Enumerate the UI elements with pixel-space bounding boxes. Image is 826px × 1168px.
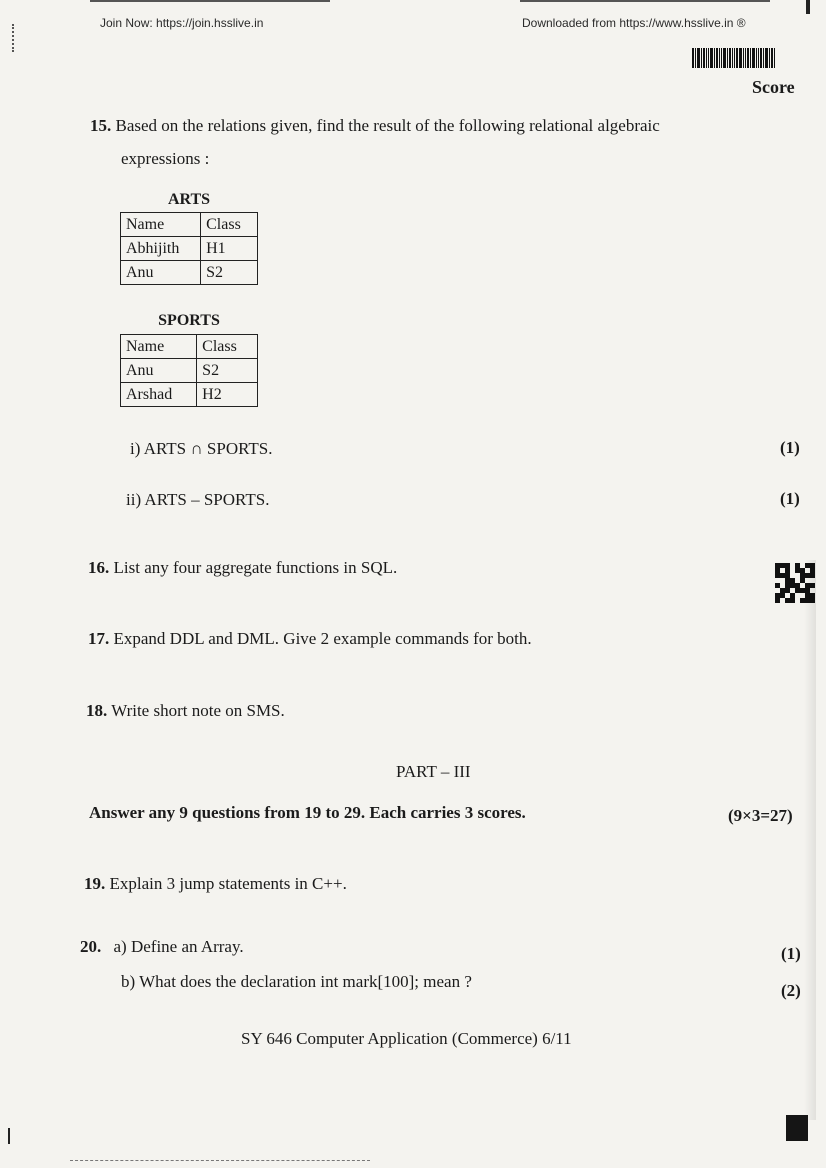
question-number: 15. bbox=[90, 116, 112, 135]
table-cell: S2 bbox=[197, 359, 258, 383]
question-number: 19. bbox=[84, 874, 106, 893]
sub-question-i-marks: (1) bbox=[780, 438, 800, 457]
table-header-row bbox=[121, 213, 258, 237]
barcode bbox=[692, 48, 776, 68]
scan-mark bbox=[8, 1128, 10, 1144]
arts-caption: ARTS bbox=[167, 191, 211, 208]
question-text: Expand DDL and DML. Give 2 example commands for both. bbox=[113, 629, 532, 648]
table-cell: Name bbox=[121, 335, 197, 359]
table-cell: S2 bbox=[201, 261, 258, 285]
question-part-b: b) What does the declaration int mark[100]; mean ? bbox=[121, 972, 472, 991]
question-number: 20. bbox=[80, 937, 102, 956]
table-cell: Arshad bbox=[121, 383, 197, 407]
table-cell: H2 bbox=[197, 383, 258, 407]
question-18 bbox=[86, 700, 285, 722]
table-row bbox=[121, 237, 258, 261]
table-cell: Anu bbox=[121, 261, 201, 285]
question-text: Explain 3 jump statements in C++. bbox=[109, 874, 347, 893]
table-cell: Anu bbox=[121, 359, 197, 383]
question-16 bbox=[88, 557, 397, 579]
top-edge-line bbox=[90, 0, 330, 2]
table-cell: Name bbox=[121, 213, 201, 237]
header-download-link[interactable]: Downloaded from https://www.hsslive.in ® bbox=[522, 16, 746, 30]
sub-question-i: i) ARTS ∩ SPORTS. bbox=[130, 439, 273, 458]
table-row bbox=[121, 359, 258, 383]
part-instruction: Answer any 9 questions from 19 to 29. Each carries 3 scores. bbox=[89, 803, 526, 822]
sports-table bbox=[120, 334, 258, 407]
question-text-line1: Based on the relations given, find the result of the following relational algebraic bbox=[115, 116, 660, 135]
score-label: Score bbox=[752, 77, 795, 97]
table-cell: Class bbox=[201, 213, 258, 237]
part-title: PART – III bbox=[396, 762, 471, 781]
table-row bbox=[121, 383, 258, 407]
page-edge-shadow bbox=[804, 560, 816, 1120]
scan-scribble bbox=[70, 1160, 370, 1162]
question-number: 16. bbox=[88, 558, 110, 577]
question-15-line2: expressions : bbox=[121, 149, 210, 168]
header-join-link[interactable]: Join Now: https://join.hsslive.in bbox=[100, 16, 264, 30]
question-20 bbox=[80, 936, 244, 958]
binding-dots bbox=[12, 24, 15, 52]
sports-caption: SPORTS bbox=[158, 312, 220, 329]
top-edge-line-right bbox=[520, 0, 770, 2]
page-footer: SY 646 Computer Application (Commerce) 6/11 bbox=[241, 1029, 572, 1048]
corner-mark bbox=[806, 0, 810, 14]
arts-table bbox=[120, 212, 258, 285]
question-part-a: a) Define an Array. bbox=[113, 937, 244, 956]
part-marks: (9×3=27) bbox=[728, 806, 793, 825]
table-cell: H1 bbox=[201, 237, 258, 261]
table-header-row bbox=[121, 335, 258, 359]
question-text: Write short note on SMS. bbox=[111, 701, 285, 720]
sub-question-ii-marks: (1) bbox=[780, 489, 800, 508]
question-19 bbox=[84, 873, 347, 895]
question-number: 17. bbox=[88, 629, 110, 648]
table-row bbox=[121, 261, 258, 285]
table-cell: Abhijith bbox=[121, 237, 201, 261]
question-17 bbox=[88, 628, 532, 650]
table-cell: Class bbox=[197, 335, 258, 359]
question-part-a-marks: (1) bbox=[781, 944, 801, 963]
question-part-b-marks: (2) bbox=[781, 981, 801, 1000]
question-text: List any four aggregate functions in SQL. bbox=[113, 558, 398, 577]
question-15 bbox=[90, 115, 750, 137]
sub-question-ii: ii) ARTS – SPORTS. bbox=[126, 490, 270, 509]
question-number: 18. bbox=[86, 701, 108, 720]
